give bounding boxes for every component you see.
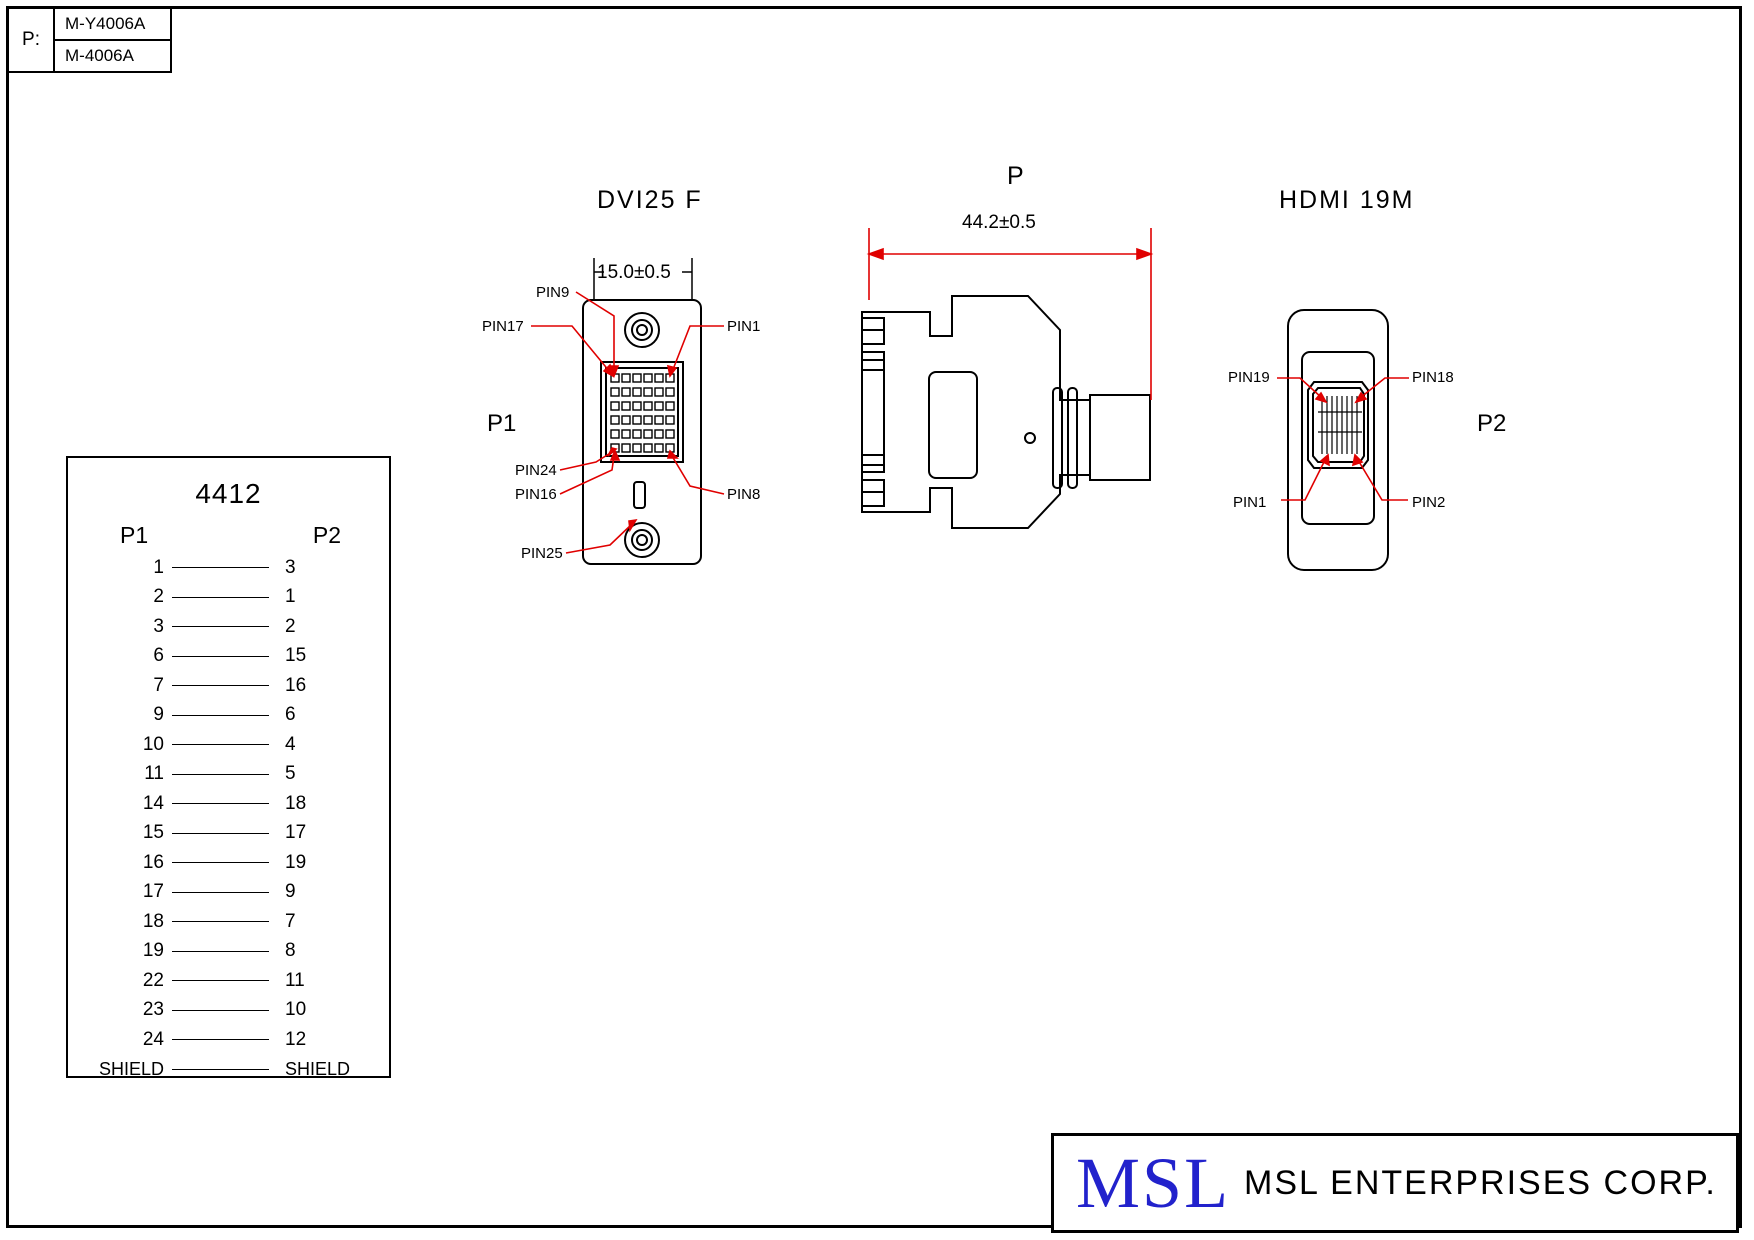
table-row [68,878,389,908]
pin-p1: 16 [142,851,164,873]
pin-p1: 23 [142,999,164,1021]
part-number-label: P: [9,9,55,73]
pin-p1: 7 [153,674,164,696]
pin-link [172,715,269,716]
pin-link [172,656,269,657]
table-row [68,642,389,672]
pin-table-header-p2: P2 [312,522,341,548]
table-row [68,671,389,701]
pin-p1: 6 [153,645,164,667]
callout-hdmi-pin1: PIN1 [1233,494,1267,511]
pin-p2: 6 [285,704,296,726]
part-number-row: M-Y4006A [55,9,172,41]
pin-link [172,1010,269,1011]
pin-p2: 10 [285,999,307,1021]
table-row [68,612,389,642]
view-title-hdmi: HDMI 19M [1279,186,1415,214]
pin-p2: 12 [285,1028,307,1050]
pin-p2: SHIELD [285,1058,351,1079]
callout-dvi-pin24: PIN24 [515,462,557,479]
callout-dvi-pin25: PIN25 [521,545,563,562]
pin-link [172,980,269,981]
pin-link [172,951,269,952]
pin-p2: 5 [285,763,296,785]
table-row [68,730,389,760]
pin-p1: 22 [142,969,164,991]
pin-link [172,567,269,568]
dimension-dvi-width: 15.0±0.5 [597,262,671,283]
pin-p2: 8 [285,940,296,962]
pin-p2: 17 [285,822,307,844]
view-title-side: P [1007,162,1026,190]
pin-link [172,862,269,863]
pin-link [172,626,269,627]
pin-link [172,1069,269,1070]
pin-p1: SHIELD [98,1058,164,1079]
callout-dvi-pin9: PIN9 [536,284,570,301]
pin-p1: 1 [153,556,164,578]
company-logo: MSL [1076,1142,1231,1223]
pin-p1: 18 [142,910,164,932]
pin-link [172,597,269,598]
pin-link [172,1039,269,1040]
pin-p2: 3 [285,556,296,578]
table-row [68,553,389,583]
table-row [68,819,389,849]
pin-link [172,685,269,686]
pin-table-title: 4412 [195,478,262,509]
title-block [1051,1133,1739,1233]
table-row [68,760,389,790]
pin-p1: 19 [142,940,164,962]
pin-link [172,744,269,745]
pin-p1: 2 [153,586,164,608]
callout-dvi-pin8: PIN8 [727,486,761,503]
pin-rows [68,553,389,1084]
connector-ref-p1: P1 [487,410,517,437]
pin-p2: 11 [285,969,305,991]
table-row [68,937,389,967]
pin-table-header-p1: P1 [120,522,149,548]
table-row [68,848,389,878]
table-row [68,1055,389,1085]
pin-link [172,803,269,804]
callout-hdmi-pin19: PIN19 [1228,369,1270,386]
callout-dvi-pin16: PIN16 [515,486,557,503]
callout-dvi-pin1: PIN1 [727,318,761,335]
part-number-row: M-4006A [55,41,172,73]
dimension-overall-length: 44.2±0.5 [962,212,1036,233]
pin-p1: 3 [153,615,164,637]
pin-p2: 16 [285,674,307,696]
table-row [68,996,389,1026]
connector-ref-p2: P2 [1477,410,1507,437]
pin-p2: 2 [285,615,296,637]
pin-p1: 15 [142,822,164,844]
table-row [68,1025,389,1055]
pin-link [172,892,269,893]
pin-p2: 15 [285,645,307,667]
table-row [68,701,389,731]
part-number-block [9,9,172,73]
pin-p2: 4 [285,733,296,755]
table-row [68,583,389,613]
pin-link [172,774,269,775]
pin-p1: 10 [142,733,164,755]
callout-hdmi-pin18: PIN18 [1412,369,1454,386]
company-name: MSL ENTERPRISES CORP. [1244,1163,1717,1202]
pin-p2: 7 [285,910,296,932]
pin-p1: 14 [142,792,164,814]
pin-p1: 11 [144,763,164,785]
pin-p1: 17 [142,881,164,903]
pin-p1: 24 [142,1028,164,1050]
pin-link [172,833,269,834]
pin-p2: 18 [285,792,307,814]
table-row [68,907,389,937]
view-title-dvi: DVI25 F [597,186,703,214]
table-row [68,789,389,819]
pin-p2: 19 [285,851,307,873]
pin-p2: 9 [285,881,296,903]
pin-link [172,921,269,922]
callout-hdmi-pin2: PIN2 [1412,494,1446,511]
pin-assignment-table [66,456,391,1078]
pin-p1: 9 [153,704,164,726]
table-row [68,966,389,996]
pin-p2: 1 [285,586,296,608]
callout-dvi-pin17: PIN17 [482,318,524,335]
